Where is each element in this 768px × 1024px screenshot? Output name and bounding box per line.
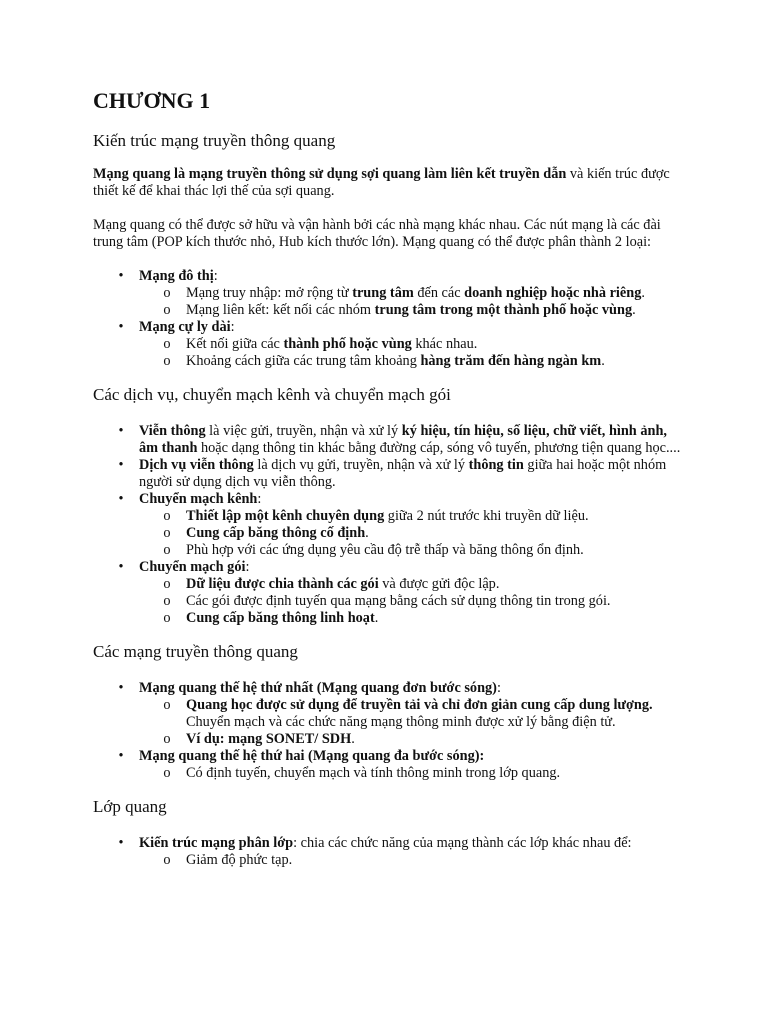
circle-bullet-icon: o — [163, 593, 171, 609]
circle-bullet-icon: o — [163, 336, 171, 352]
list-services — [93, 423, 683, 627]
sub-item-reduce-complexity: o Giảm độ phức tạp. — [93, 852, 683, 869]
sub-item-low-latency: o Phù hợp với các ứng dụng yêu cầu độ trễ thấp và băng thông ổn định. — [93, 542, 683, 559]
list-network-types — [93, 268, 683, 370]
list-item-telecom-service: • Dịch vụ viễn thông là dịch vụ gửi, truyền, nhận và xử lý thông tin giữa hai hoặc một nhóm người sử dụng dịch vụ viễn thông. — [93, 457, 683, 491]
sub-item-transport: o Quang học được sử dụng để truyền tải và chỉ đơn giản cung cấp dung lượng. Chuyển mạch và các chức năng mạng thông minh được xử lý bằng điện tử. — [93, 697, 683, 731]
list-generations — [93, 680, 683, 782]
circle-bullet-icon: o — [163, 610, 171, 626]
list-item-telecom: • Viễn thông là việc gửi, truyền, nhận và xử lý ký hiệu, tín hiệu, số liệu, chữ viết, hình ảnh, âm thanh hoặc dạng thông tin khác bằng đường cáp, sóng vô tuyến, phương tiện quang học.... — [93, 423, 683, 457]
circle-bullet-icon: o — [163, 697, 171, 713]
sub-item-dedicated-channel: o Thiết lập một kênh chuyên dụng giữa 2 nút trước khi truyền dữ liệu. — [93, 508, 683, 525]
list-item-second-generation: • Mạng quang thế hệ thứ hai (Mạng quang đa bước sóng): o Có định tuyến, chuyển mạch và tính thông minh trong lớp quang. — [93, 748, 683, 782]
circle-bullet-icon: o — [163, 731, 171, 747]
sub-item-example: o Ví dụ: mạng SONET/ SDH. — [93, 731, 683, 748]
paragraph-ownership: Mạng quang có thể được sở hữu và vận hành bởi các nhà mạng khác nhau. Các nút mạng là các đài trung tâm (POP kích thước nhỏ, Hub kích thước lớn). Mạng quang có thể được phân thành 2 loại: — [93, 217, 661, 250]
list-item-circuit-switching: • Chuyển mạch kênh: o Thiết lập một kênh chuyên dụng giữa 2 nút trước khi truyền dữ liệu. o Cung cấp băng thông cố định. o Phù hợp với các ứng dụng yêu cầu độ trễ thấp và băng thông ổn định. — [93, 491, 683, 559]
list-item-layered-architecture: • Kiến trúc mạng phân lớp: chia các chức năng của mạng thành các lớp khác nhau để: o Giảm độ phức tạp. — [93, 835, 683, 869]
chapter-title: CHƯƠNG 1 — [93, 88, 211, 113]
bullet-icon: • — [118, 268, 124, 284]
sub-item-city-connect: o Kết nối giữa các thành phố hoặc vùng khác nhau. — [93, 336, 683, 353]
sub-item-distance: o Khoảng cách giữa các trung tâm khoảng hàng trăm đến hàng ngàn km. — [93, 353, 683, 370]
sub-item-flexible-bandwidth: o Cung cấp băng thông linh hoạt. — [93, 610, 683, 627]
document-body — [93, 86, 683, 869]
bullet-icon: • — [118, 559, 124, 575]
bullet-icon: • — [118, 457, 124, 473]
circle-bullet-icon: o — [163, 852, 171, 868]
list-layered-architecture — [93, 835, 683, 869]
sub-item-optical-layer-routing: o Có định tuyến, chuyển mạch và tính thông minh trong lớp quang. — [93, 765, 683, 782]
section-heading-services: Các dịch vụ, chuyển mạch kênh và chuyển mạch gói — [93, 385, 451, 404]
circle-bullet-icon: o — [163, 525, 171, 541]
circle-bullet-icon: o — [163, 542, 171, 558]
section-heading-architecture: Kiến trúc mạng truyền thông quang — [93, 131, 336, 150]
list-item-first-generation: • Mạng quang thế hệ thứ nhất (Mạng quang đơn bước sóng): o Quang học được sử dụng để truyền tải và chỉ đơn giản cung cấp dung lượng. Chuyển mạch và các chức năng mạng thông minh được xử lý bằng điện tử. o Ví dụ: mạng SONET/ SDH. — [93, 680, 683, 748]
sub-item-fixed-bandwidth: o Cung cấp băng thông cố định. — [93, 525, 683, 542]
section-heading-optical-networks: Các mạng truyền thông quang — [93, 642, 298, 661]
sub-item-access: o Mạng truy nhập: mở rộng từ trung tâm đến các doanh nghiệp hoặc nhà riêng. — [93, 285, 683, 302]
circle-bullet-icon: o — [163, 765, 171, 781]
sub-item-packets: o Dữ liệu được chia thành các gói và được gửi độc lập. — [93, 576, 683, 593]
sub-item-routing: o Các gói được định tuyến qua mạng bằng cách sử dụng thông tin trong gói. — [93, 593, 683, 610]
bullet-icon: • — [118, 491, 124, 507]
circle-bullet-icon: o — [163, 285, 171, 301]
circle-bullet-icon: o — [163, 353, 171, 369]
circle-bullet-icon: o — [163, 302, 171, 318]
bullet-icon: • — [118, 835, 124, 851]
list-item-long-haul: • Mạng cự ly dài: o Kết nối giữa các thành phố hoặc vùng khác nhau. o Khoảng cách giữa các trung tâm khoảng hàng trăm đến hàng ngàn km. — [93, 319, 683, 370]
section-heading-optical-layer: Lớp quang — [93, 797, 167, 816]
circle-bullet-icon: o — [163, 576, 171, 592]
paragraph-definition: Mạng quang là mạng truyền thông sử dụng sợi quang làm liên kết truyền dẫn và kiến trúc được thiết kế để khai thác lợi thế của sợi quang. — [93, 166, 670, 199]
list-item-packet-switching: • Chuyển mạch gói: o Dữ liệu được chia thành các gói và được gửi độc lập. o Các gói được định tuyến qua mạng bằng cách sử dụng thông tin trong gói. o Cung cấp băng thông linh hoạt. — [93, 559, 683, 627]
bullet-icon: • — [118, 680, 124, 696]
bullet-icon: • — [118, 748, 124, 764]
list-item-metro: • Mạng đô thị: o Mạng truy nhập: mở rộng từ trung tâm đến các doanh nghiệp hoặc nhà riêng. o Mạng liên kết: kết nối các nhóm trung tâm trong một thành phố hoặc vùng. — [93, 268, 683, 319]
circle-bullet-icon: o — [163, 508, 171, 524]
bullet-icon: • — [118, 319, 124, 335]
bullet-icon: • — [118, 423, 124, 439]
sub-item-interconnect: o Mạng liên kết: kết nối các nhóm trung tâm trong một thành phố hoặc vùng. — [93, 302, 683, 319]
